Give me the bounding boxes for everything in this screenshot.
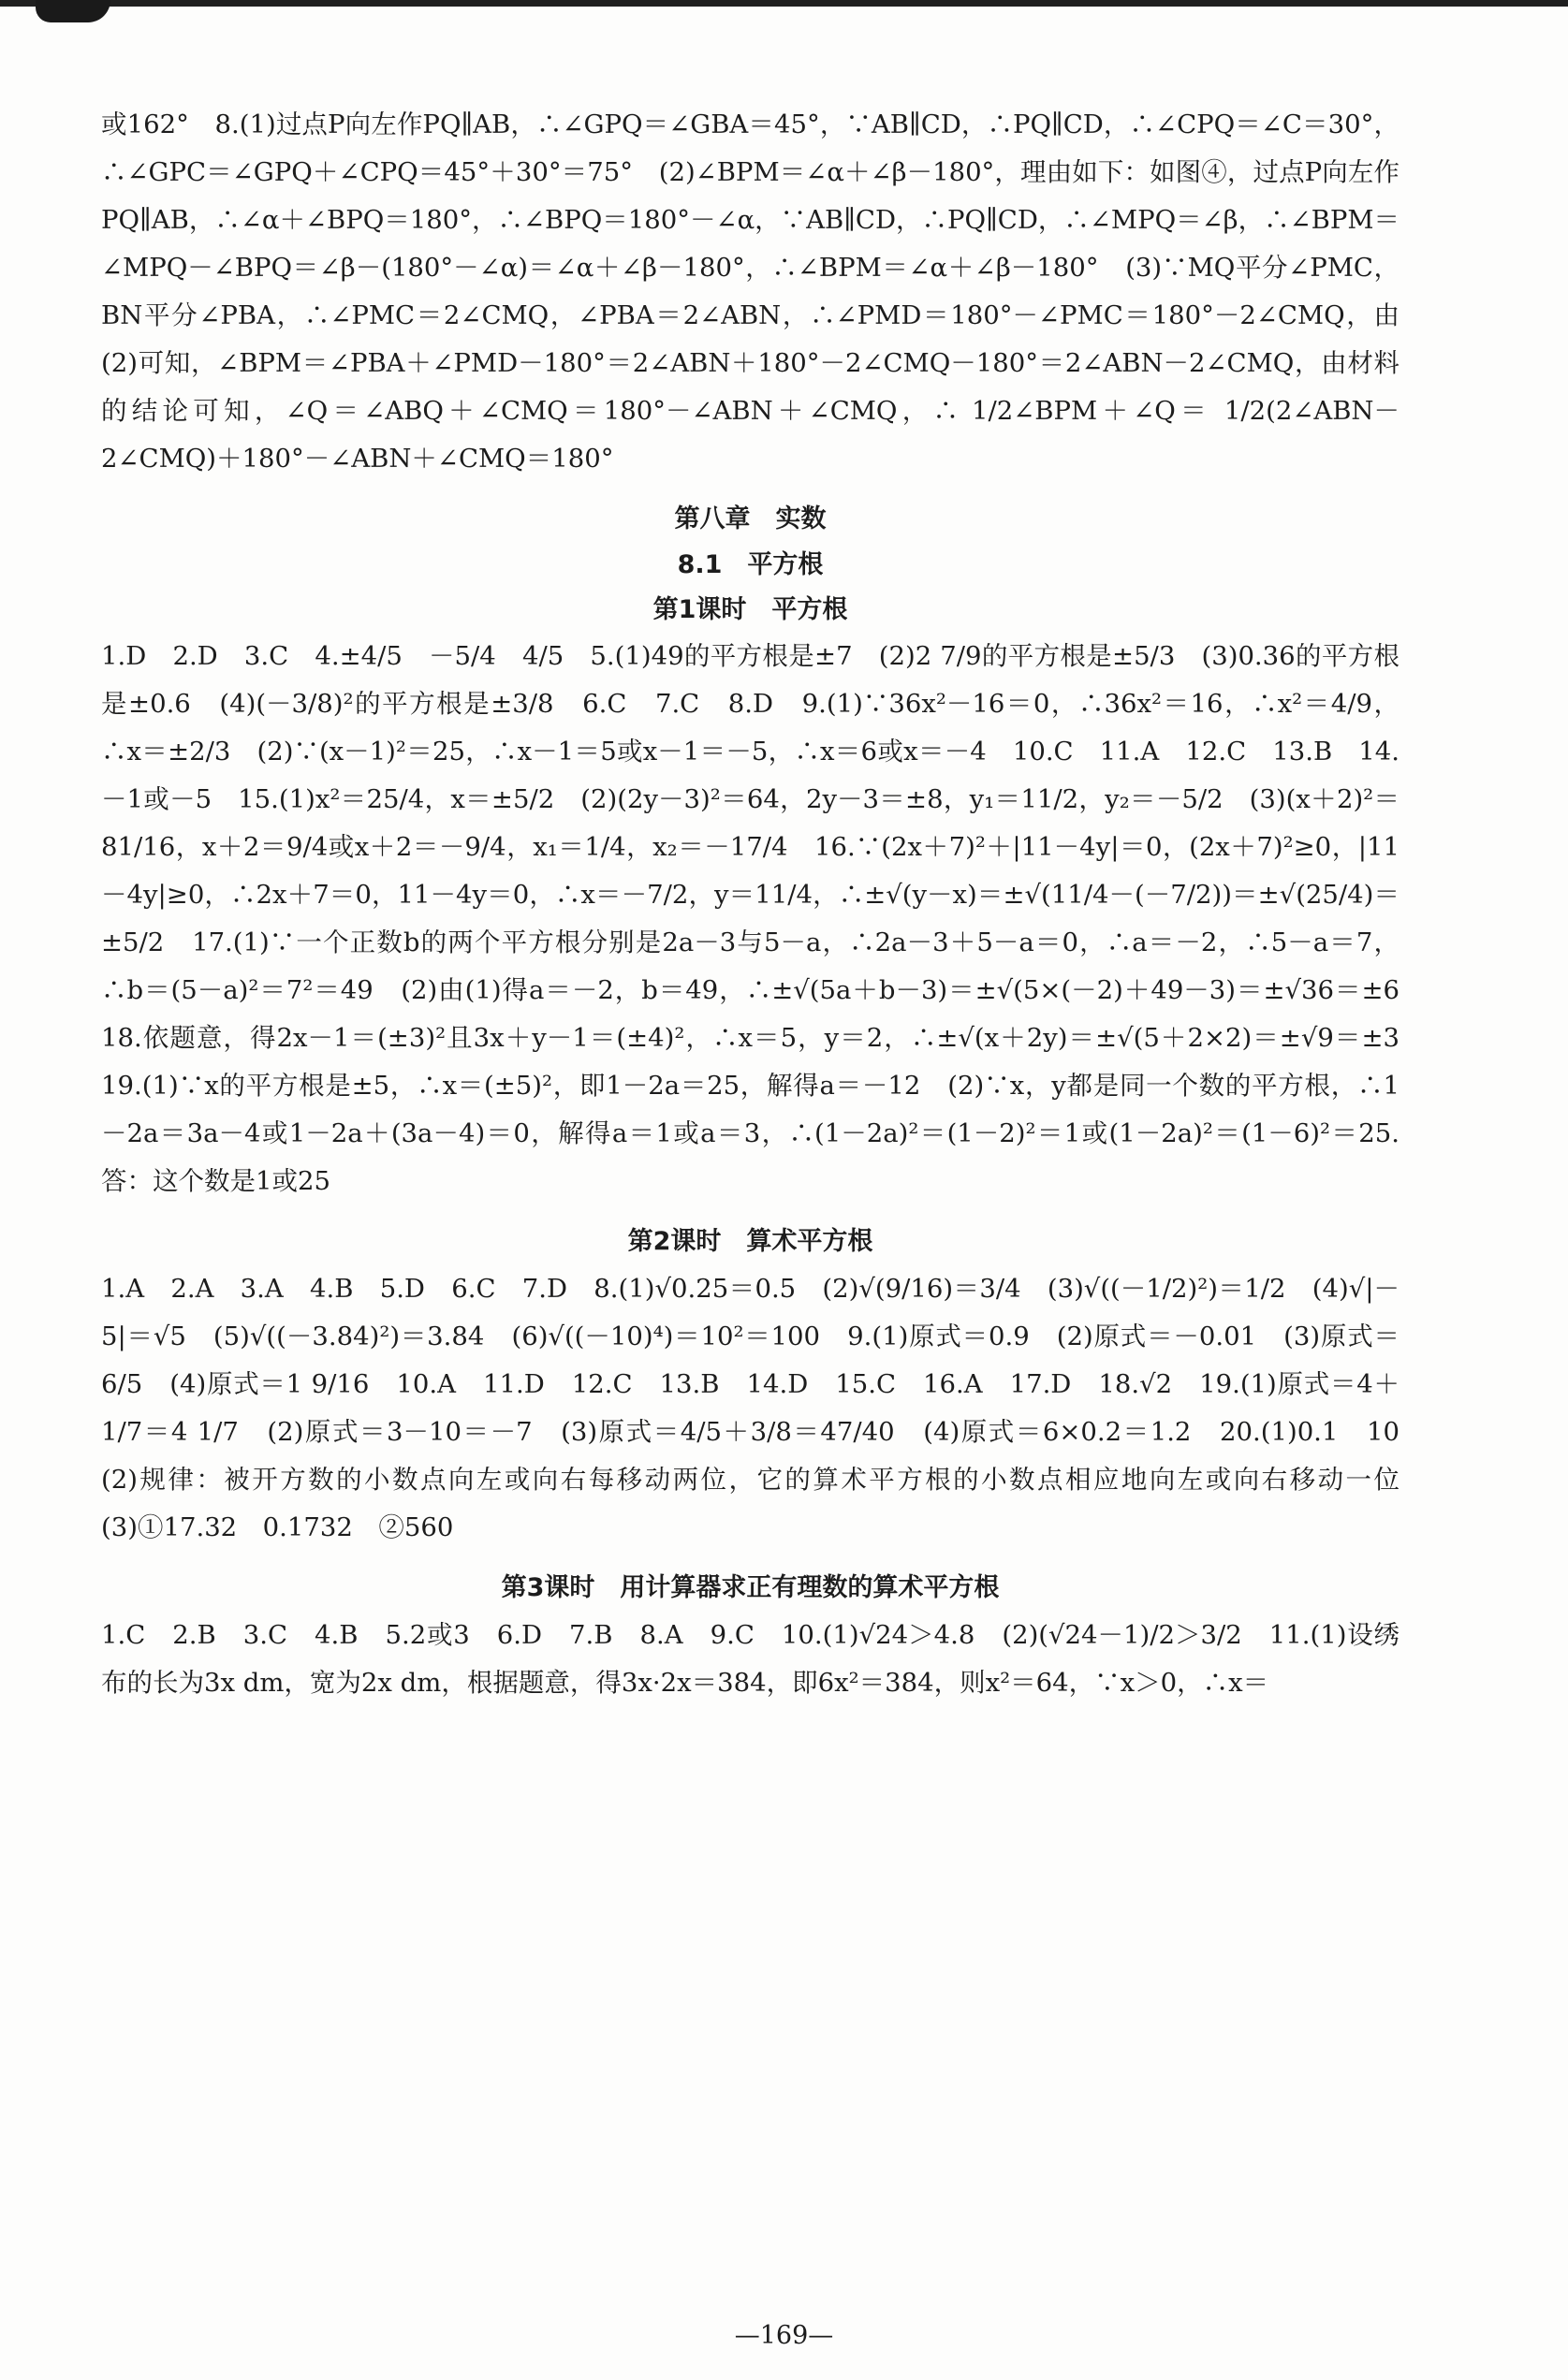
answer-paragraph-lesson1: 1.D 2.D 3.C 4.±4/5 －5/4 4/5 5.(1)49的平方根是±7 (2)2 7/9的平方根是±5/3 (3)0.36的平方根是±0.6 (4)(－3/8)²的平方根是±3/8 6.C 7.C 8.D 9.(1)∵36x²－16＝0，∴36x²＝16，∴x²＝4/9，∴x＝±2/3 (2)∵(x－1)²＝25，∴x－1＝5或x－1＝－5，∴x＝6或x＝－4 10.C 11.A 12.C 13.B 14.－1或－5 15.(1)x²＝25/4，x＝±5/2 (2)(2y－3)²＝64，2y－3＝±8，y₁＝11/2，y₂＝－5/2 (3)(x＋2)²＝81/16，x＋2＝9/4或x＋2＝－9/4，x₁＝1/4，x₂＝－17/4 16.∵(2x＋7)²＋|11－4y|＝0，(2x＋7)²≥0，|11－4y|≥0，∴2x＋7＝0，11－4y＝0，∴x＝－7/2，y＝11/4，∴±√(y－x)＝±√(11/4－(－7/2))＝±√(25/4)＝±5/2 17.(1)∵一个正数b的两个平方根分别是2a－3与5－a，∴2a－3＋5－a＝0，∴a＝－2，∴5－a＝7，∴b＝(5－a)²＝7²＝49 (2)由(1)得a＝－2，b＝49，∴±√(5a＋b－3)＝±√(5×(－2)＋49－3)＝±√36＝±6 18.依题意，得2x－1＝(±3)²且3x＋y－1＝(±4)²，∴x＝5，y＝2，∴±√(x＋2y)＝±√(5＋2×2)＝±√9＝±3 19.(1)∵x的平方根是±5，∴x＝(±5)²，即1－2a＝25，解得a＝－12 (2)∵x，y都是同一个数的平方根，∴1－2a＝3a－4或1－2a＋(3a－4)＝0，解得a＝1或a＝3，∴(1－2a)²＝(1－2)²＝1或(1－2a)²＝(1－6)²＝25.答：这个数是1或25 [101, 641, 1426, 1196]
section-title: 8.1 平方根 [677, 550, 824, 579]
answer-paragraph-lesson3: 1.C 2.B 3.C 4.B 5.2或3 6.D 7.B 8.A 9.C 10.(1)√24＞4.8 (2)(√24－1)/2＞3/2 11.(1)设绣布的长为3x dm，宽为2x dm，根据题意，得3x·2x＝384，即6x²＝384，则x²＝64，∵x＞0，∴x＝ [101, 1620, 1399, 1698]
page-number: —169— [734, 2321, 834, 2350]
scan-mark [36, 0, 110, 22]
answer-paragraph-ch7-q8: 或162° 8.(1)过点P向左作PQ∥AB，∴∠GPQ＝∠GBA＝45°，∵AB∥CD，∴PQ∥CD，∴∠CPQ＝∠C＝30°，∴∠GPC＝∠GPQ＋∠CPQ＝45°＋30°＝75° (2)∠BPM＝∠α＋∠β－180°，理由如下：如图④，过点P向左作PQ∥AB，∴∠α＋∠BPQ＝180°，∴∠BPQ＝180°－∠α，∵AB∥CD，∴PQ∥CD，∴∠MPQ＝∠β，∴∠BPM＝∠MPQ－∠BPQ＝∠β－(180°－∠α)＝∠α＋∠β－180°，∴∠BPM＝∠α＋∠β－180° (3)∵MQ平分∠PMC，BN平分∠PBA，∴∠PMC＝2∠CMQ，∠PBA＝2∠ABN，∴∠PMD＝180°－∠PMC＝180°－2∠CMQ，由(2)可知，∠BPM＝∠PBA＋∠PMD－180°＝2∠ABN＋180°－2∠CMQ－180°＝2∠ABN－2∠CMQ，由材料的结论可知，∠Q＝∠ABQ＋∠CMQ＝180°－∠ABN＋∠CMQ，∴ 1/2∠BPM＋∠Q＝ 1/2(2∠ABN－2∠CMQ)＋180°－∠ABN＋∠CMQ＝180° [101, 110, 1399, 474]
answer-paragraph-lesson2: 1.A 2.A 3.A 4.B 5.D 6.C 7.D 8.(1)√0.25＝0.5 (2)√(9/16)＝3/4 (3)√((－1/2)²)＝1/2 (4)√|－5|＝√5 (5)√((－3.84)²)＝3.84 (6)√((－10)⁴)＝10²＝100 9.(1)原式＝0.9 (2)原式＝－0.01 (3)原式＝6/5 (4)原式＝1 9/16 10.A 11.D 12.C 13.B 14.D 15.C 16.A 17.D 18.√2 19.(1)原式＝4＋1/7＝4 1/7 (2)原式＝3－10＝－7 (3)原式＝4/5＋3/8＝47/40 (4)原式＝6×0.2＝1.2 20.(1)0.1 10 (2)规律：被开方数的小数点向左或向右每移动两位，它的算术平方根的小数点相应地向左或向右移动一位 (3)①17.32 0.1732 ②560 [101, 1274, 1426, 1542]
lesson-title-1: 第1课时 平方根 [652, 595, 848, 624]
answer-page [101, 101, 1426, 1707]
top-edge-bar [0, 0, 1568, 7]
lesson-title-3: 第3课时 用计算器求正有理数的算术平方根 [501, 1573, 1000, 1602]
chapter-title: 第八章 实数 [674, 504, 827, 533]
lesson-title-2: 第2课时 算术平方根 [627, 1227, 873, 1256]
